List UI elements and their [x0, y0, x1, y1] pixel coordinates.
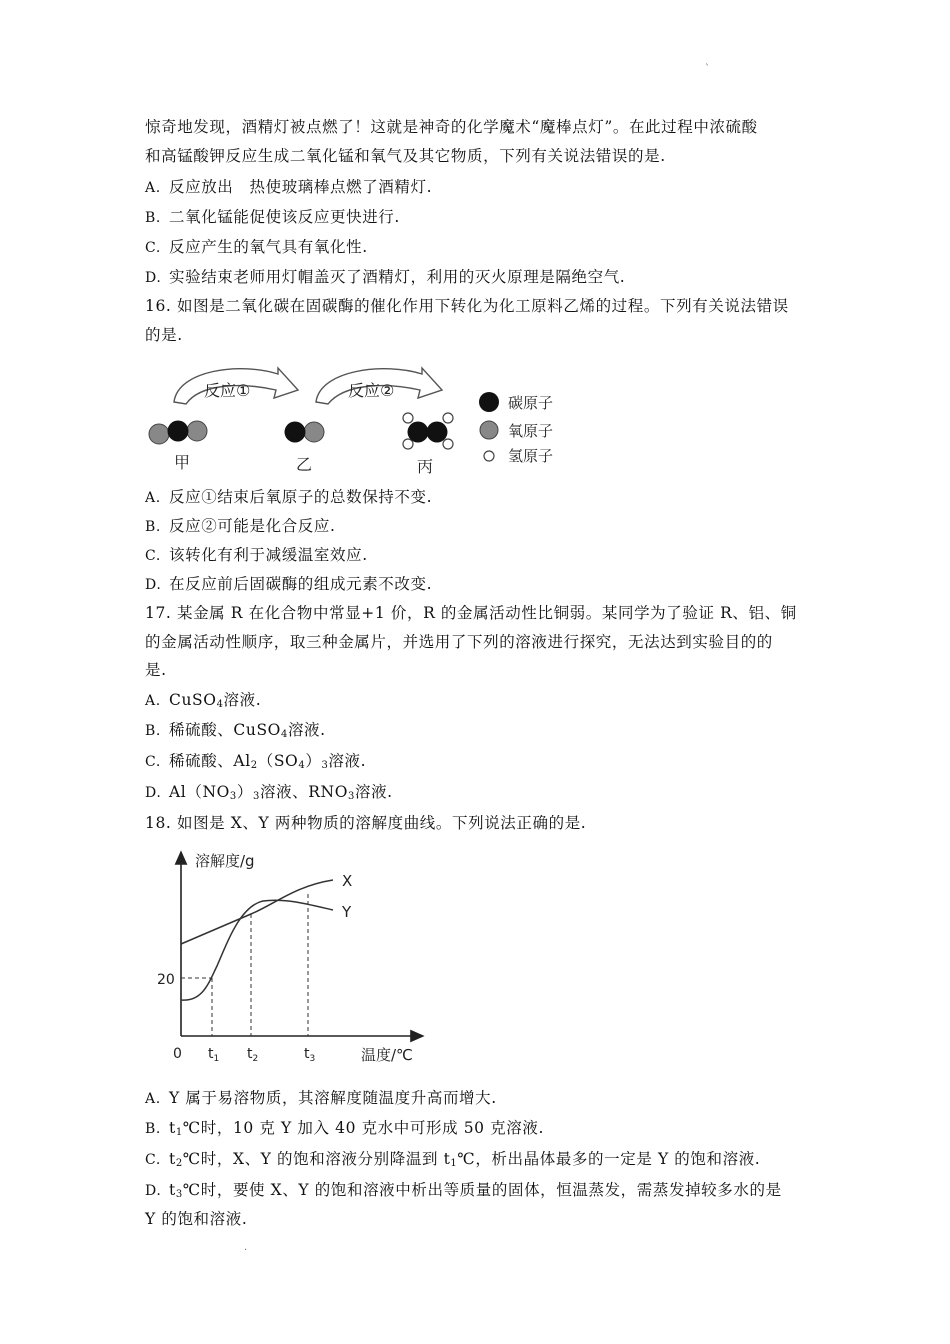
reaction-diagram [140, 360, 580, 480]
q17-stem-line-3: 是. [145, 661, 167, 679]
q17-option-a: A. CuSO$_4$溶液. [145, 691, 262, 710]
q17-option-b: B. 稀硫酸、CuSO$_4$溶液. [145, 721, 326, 740]
reaction-1-label: 反应① [204, 381, 251, 400]
q15-option-d: D. 实验结束老师用灯帽盖灭了酒精灯，利用的灭火原理是隔绝空气. [145, 268, 626, 286]
label-jia: 甲 [174, 453, 191, 472]
x-axis-label: 温度/℃ [361, 1046, 413, 1064]
q16-option-d: D. 在反应前后固碳酶的组成元素不改变. [145, 575, 433, 593]
q16-option-b: B. 反应②可能是化合反应. [145, 517, 336, 535]
q16-stem-line-2: 的是. [145, 326, 183, 344]
origin-label: 0 [173, 1046, 182, 1062]
q18-option-d-line-2: Y 的饱和溶液. [145, 1210, 248, 1228]
q18-option-d: D. $t_3℃$时，要使 X、Y 的饱和溶液中析出等质量的固体，恒温蒸发，需蒸发掉较多水的是 [145, 1181, 782, 1200]
intro-line-2: 和高锰酸钾反应生成二氧化锰和氧气及其它物质，下列有关说法错误的是. [145, 147, 666, 165]
q15-option-a: A. 反应放出 热使玻璃棒点燃了酒精灯. [145, 178, 433, 196]
legend-hydrogen-marker [484, 451, 494, 461]
decorative-dot-bottom: . [244, 1242, 248, 1253]
molecule-yi [285, 422, 325, 443]
q17-option-c: C. 稀硫酸、$Al_2(SO_4)_3$溶液. [145, 752, 367, 771]
q17-stem-line-2: 的金属活动性顺序，取三种金属片，并选用了下列的溶液进行探究，无法达到实验目的的 [145, 633, 773, 651]
legend-oxygen-label: 氧原子 [508, 422, 554, 440]
legend-carbon-marker [479, 392, 499, 412]
legend-carbon-label: 碳原子 [508, 394, 554, 412]
x-tick-t3: $t_3$ [304, 1046, 316, 1064]
solubility-graph [145, 842, 435, 1070]
q18-option-b: B. $t_1℃$时，10 克 Y 加入 40 克水中可形成 50 克溶液. [145, 1119, 544, 1138]
legend [479, 392, 553, 465]
y-tick-20: 20 [157, 972, 175, 988]
q16-option-a: A. 反应①结束后氧原子的总数保持不变. [145, 488, 433, 506]
decorative-dot: ` [705, 64, 710, 75]
x-tick-t1: $t_1$ [208, 1046, 220, 1064]
q17-option-d: D. $Al(NO_3)_3$溶液、$RNO_3$溶液. [145, 783, 393, 802]
y-axis-label: 溶解度/g [195, 852, 255, 870]
q15-option-c: C. 反应产生的氧气具有氧化性. [145, 238, 368, 256]
q16-stem-line-1: 16. 如图是二氧化碳在固碳酶的催化作用下转化为化工原料乙烯的过程。下列有关说法错误 [145, 297, 789, 315]
label-yi: 乙 [296, 455, 313, 474]
x-tick-t2: $t_2$ [247, 1046, 259, 1064]
q16-option-c: C. 该转化有利于减缓温室效应. [145, 546, 368, 564]
curve-x [181, 880, 333, 944]
curve-y [181, 900, 333, 1000]
curve-y-label: Y [342, 903, 352, 921]
label-bing: 丙 [417, 457, 434, 476]
q17-stem-line-1: 17. 某金属 R 在化合物中常显+1 价，R 的金属活动性比铜弱。某同学为了验证 R、铝、铜 [145, 604, 797, 622]
molecule-bing [403, 413, 453, 449]
intro-line-1: 惊奇地发现，酒精灯被点燃了！这就是神奇的化学魔术“魔棒点灯”。在此过程中浓硫酸 [145, 118, 758, 136]
q15-option-b: B. 二氧化锰能促使该反应更快进行. [145, 208, 400, 226]
molecule-jia [149, 421, 207, 445]
q18-option-c: C. $t_2℃$时，X、Y 的饱和溶液分别降温到 $t_1℃$，析出晶体最多的一定是 Y 的饱和溶液. [145, 1150, 761, 1169]
legend-hydrogen-label: 氢原子 [508, 447, 554, 465]
curve-x-label: X [342, 872, 353, 890]
reaction-2-label: 反应② [348, 381, 395, 400]
q18-option-a: A. Y 属于易溶物质，其溶解度随温度升高而增大. [145, 1089, 497, 1107]
q18-stem: 18. 如图是 X、Y 两种物质的溶解度曲线。下列说法正确的是. [145, 814, 587, 832]
legend-oxygen-marker [480, 421, 498, 439]
